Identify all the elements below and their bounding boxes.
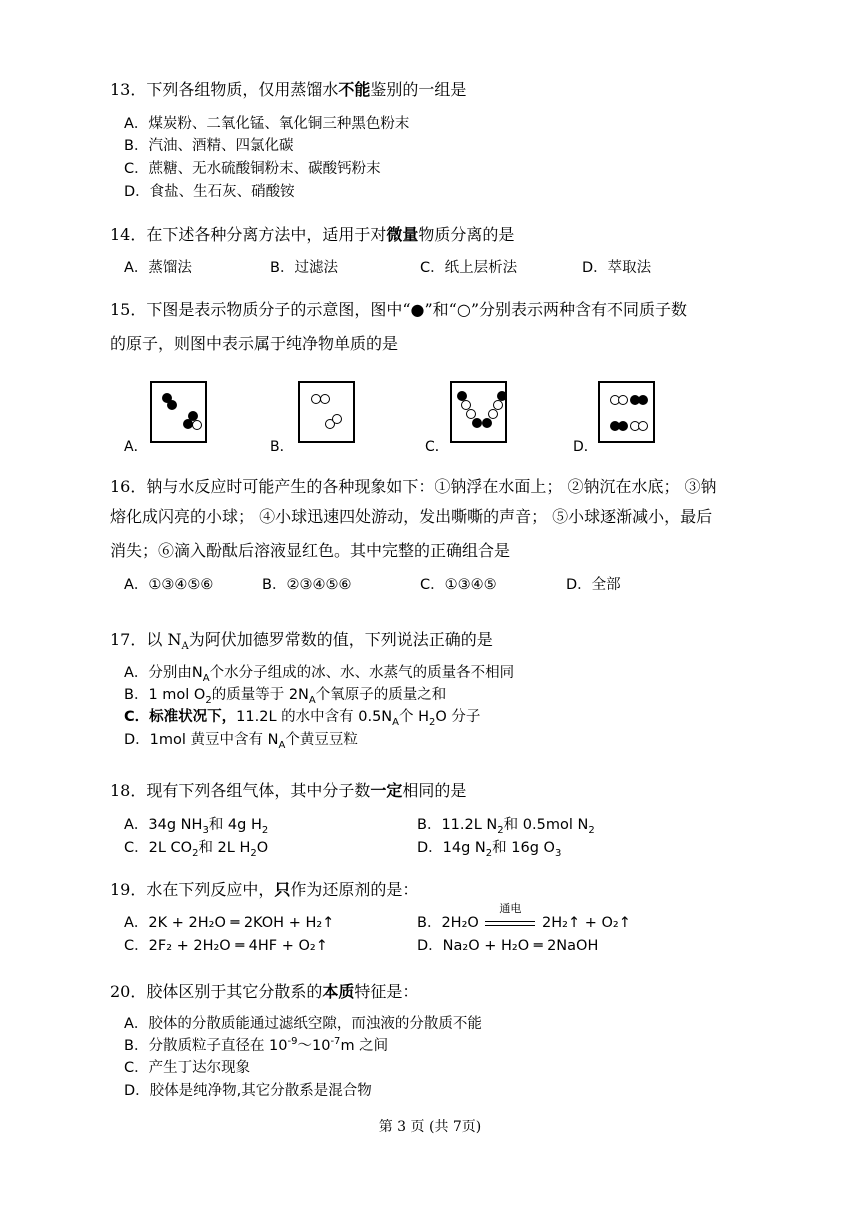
hollow-atom	[488, 409, 498, 419]
question-15-line2: 的原子，则图中表示属于纯净物单质的是	[110, 334, 399, 353]
q14-option-b: B．过滤法	[270, 260, 338, 276]
hollow-atom	[638, 421, 648, 431]
q19-option-a: A．2K + 2H₂O ═ 2KOH + H₂↑	[124, 915, 335, 931]
hollow-atom	[192, 420, 202, 430]
q14-option-d: D．萃取法	[582, 260, 652, 276]
electrolysis-arrow: 通电	[483, 914, 537, 932]
hollow-atom	[320, 394, 330, 404]
q13-option-a: A．煤炭粉、二氧化锰、氧化铜三种黑色粉末	[124, 116, 410, 132]
page-footer: 第 3 页 (共 7页)	[378, 1119, 482, 1135]
hollow-atom	[618, 395, 628, 405]
emphasis: 本质	[322, 982, 355, 1001]
filled-atom	[167, 400, 177, 410]
q20-option-a: A．胶体的分散质能通过滤纸空隙，而浊液的分散质不能	[124, 1016, 482, 1032]
question-14-stem: 14．在下述各种分离方法中，适用于对微量物质分离的是	[110, 225, 515, 244]
molecule-diagram-d	[598, 381, 655, 443]
q17-option-c: C．标准状况下，11.2L 的水中含有 $0.5N_A$个 $H_2O$ 分子	[124, 709, 481, 728]
q20-option-c: C．产生丁达尔现象	[124, 1060, 251, 1076]
q19-option-b: B．2H₂O 通电 2H₂↑ + O₂↑	[417, 902, 631, 931]
q19-option-d: D．Na₂O + H₂O ═ 2NaOH	[417, 938, 599, 954]
question-16-line2: 熔化成闪亮的小球； ④小球迅速四处游动，发出嘶嘶的声音； ⑤小球逐渐减小，最后	[110, 507, 713, 526]
q18-option-b: B．11.2L $N_2$和 0.5mol $N_2$	[417, 817, 595, 836]
q19-option-c: C．2F₂ + 2H₂O ═ 4HF + O₂↑	[124, 938, 328, 954]
filled-atom	[638, 395, 648, 405]
emphasis: 不能	[338, 80, 371, 99]
q20-option-d: D．胶体是纯净物,其它分散系是混合物	[124, 1083, 372, 1099]
q13-option-d: D．食盐、生石灰、硝酸铵	[124, 184, 295, 200]
q14-option-a: A．蒸馏法	[124, 260, 192, 276]
diagram-label-c: C．	[425, 439, 449, 455]
emphasis: 一定	[370, 781, 403, 800]
q18-option-a: A．34g $NH_3$和 4g $H_2$	[124, 817, 269, 836]
q16-option-c: C．①③④⑤	[420, 577, 497, 593]
q20-option-b: B．分散质粒子直径在 $10^{-9}\sim 10^{-7}m$ 之间	[124, 1036, 389, 1054]
q16-option-d: D．全部	[566, 577, 621, 593]
molecule-diagram-a	[150, 381, 207, 443]
diagram-label-b: B．	[270, 439, 294, 455]
filled-atom	[618, 421, 628, 431]
hollow-atom	[332, 414, 342, 424]
q17-option-a: A．分别由$N_A$个水分子组成的冰、水、水蒸气的质量各不相同	[124, 665, 515, 684]
question-19-stem: 19．水在下列反应中，只作为还原剂的是：	[110, 880, 419, 899]
question-16-line3: 消失；⑥滴入酚酞后溶液显红色。其中完整的正确组合是	[110, 541, 511, 560]
q17-option-b: B．1 mol $O_2$的质量等于 $2N_A$个氧原子的质量之和	[124, 687, 447, 706]
molecule-diagram-b	[298, 381, 355, 443]
filled-atom	[472, 418, 482, 428]
q18-option-d: D．14g $N_2$和 16g $O_3$	[417, 840, 562, 859]
diagram-label-a: A．	[124, 439, 148, 455]
q13-option-b: B．汽油、酒精、四氯化碳	[124, 138, 294, 154]
question-15-line1: 15．下图是表示物质分子的示意图，图中“●”和“○”分别表示两种含有不同质子数	[110, 300, 688, 319]
question-16-line1: 16．钠与水反应时可能产生的各种现象如下：①钠浮在水面上； ②钠沉在水底； ③钠	[110, 477, 717, 496]
q13-option-c: C．蔗糖、无水硫酸铜粉末、碳酸钙粉末	[124, 161, 381, 177]
q18-option-c: C．2L $CO_2$和 2L $H_2O$	[124, 840, 269, 859]
question-18-stem: 18．现有下列各组气体，其中分子数一定相同的是	[110, 781, 467, 800]
filled-atom	[482, 418, 492, 428]
q16-option-b: B．②③④⑤⑥	[262, 577, 352, 593]
question-13-stem: 13．下列各组物质，仅用蒸馏水不能鉴别的一组是	[110, 80, 467, 99]
emphasis: 只	[274, 880, 291, 899]
emphasis: 微量	[386, 225, 419, 244]
molecule-diagram-c	[450, 381, 507, 443]
question-17-stem: 17．以 $N_A$为阿伏加德罗常数的值，下列说法正确的是	[110, 630, 493, 653]
q17-option-d: D．1mol 黄豆中含有 $N_A$个黄豆豆粒	[124, 732, 358, 751]
diagram-label-d: D．	[573, 439, 598, 455]
question-20-stem: 20．胶体区别于其它分散系的本质特征是：	[110, 982, 419, 1001]
q16-option-a: A．①③④⑤⑥	[124, 577, 214, 593]
q14-option-c: C．纸上层析法	[420, 260, 518, 276]
